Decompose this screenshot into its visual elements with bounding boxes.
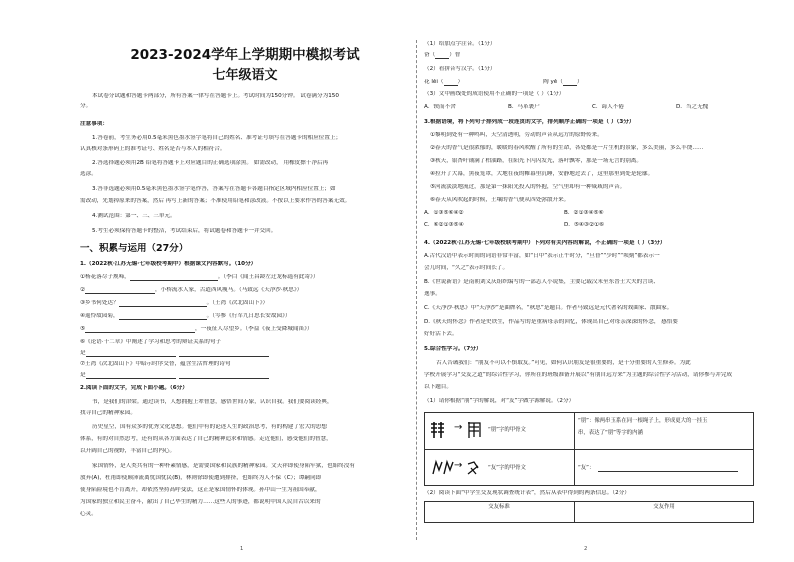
passage-line: 体系，有的对自然思考，还有的从各方面表达了自己的精神追求和情感。走近他们，感受他们的智慧， [80, 436, 332, 442]
poem-line: ④遥怜故园菊， [80, 313, 119, 319]
question-heading: 4.（2022秋·江苏无锡·七年级校联考期中）下列对有关内容的解说，不正确的一项是（ ）（3分） [424, 240, 666, 246]
option-line: 逸事。 [424, 291, 441, 297]
option-b[interactable]: B．马革裹尸 [508, 104, 540, 110]
poem-line: ③乡书何处达？ [80, 300, 119, 306]
answer-blank[interactable] [119, 301, 207, 307]
pinyin-item: ） [457, 79, 464, 85]
poem-line: 是 [80, 350, 86, 356]
question-heading: 1.（2022秋·江苏无锡·七年级校考期中）根据课文内容默写。（10分） [80, 261, 257, 267]
answer-blank[interactable] [435, 53, 449, 59]
right-column [424, 0, 760, 562]
question-heading: 2.阅读下面的文字，完成下面小题。（6分） [80, 385, 188, 391]
sub-question: （2）阅读下面“中学生交友现状调查统计表”，然后从表中得到的两条信息。（2分） [424, 490, 630, 496]
passage-line: 使身陷险境也不肯离开，却依然坚持高呼变法，这正是家国情怀的体现。孙中山一生为祖国奉献， [80, 487, 321, 493]
table-cell: “朋”：像两串玉系在同一根绳子上，形成更大的一挂玉 [578, 418, 708, 424]
answer-blank[interactable] [179, 351, 269, 357]
sentence-item: ②春天的香气是很浓郁的，暖暖的春风吹醒了所有的生命，各处都是一片生机的景象，多么美丽，多么丰饶…… [430, 145, 704, 151]
passage-line: 放弃(A)，杜甫即使颠沛流离忧国忧民(B)，林则徐即使遭到排挤，也始终为人不保（C）；谭嗣同即 [80, 475, 322, 481]
sentence-item: ①黎明到处有一种鸣叫，天空清透明，劳动的声音从远方的原野传来。 [430, 132, 603, 138]
table-divider [574, 412, 575, 486]
answer-blank[interactable] [86, 373, 176, 379]
passage-line: 家国情怀，是人类共有的一种朴素情感，是需要国家和民族的精神家园。文天祥即使身陷牢狱，也始终没有 [92, 463, 355, 469]
pinyin-item: 奋（ [424, 52, 436, 58]
question-heading: 3.根据语境，将下列句子排列成一段连贯的文字，排列顺序正确的一项是（ ）（3分） [424, 119, 635, 125]
poem-line: ①杨花落尽子规啼， [80, 274, 130, 280]
answer-blank[interactable] [130, 275, 218, 281]
table-cell: 串，表达了“朋”等字的内涵 [578, 430, 643, 436]
passage-line: 以开阔自己的视野，丰富自己的内心。 [80, 448, 176, 454]
page-number: 1 [240, 546, 244, 552]
notice-item: 4.测试范围：第一、三、三单元。 [92, 213, 176, 219]
poem-line: 是 [80, 372, 86, 378]
oracle-you-icon [430, 458, 456, 481]
option-line[interactable]: D.《秋天的怀念》作者是史铁生，作品写的是重病母亲的回忆，体现出自己对母亲深深的怀念， 感悟要 [424, 319, 678, 325]
option-row [424, 222, 704, 229]
option-a[interactable]: A．锲而不舍 [424, 104, 456, 110]
column-divider [416, 40, 417, 540]
notice-item: 认真核对条形码上的准考证号、姓名是否与本人的相符合。 [80, 146, 226, 152]
answer-blank[interactable] [563, 80, 577, 86]
poem-source: ，一夜征人尽望乡。（李益《夜上受降城闻笛》） [195, 326, 313, 332]
poem-source: ，小桥流水人家，古道西风瘦马。（马致远《天净沙·秋思》） [155, 287, 303, 293]
passage-line: 找寻自己的精神家园。 [80, 410, 136, 416]
notice-item: 5.考生必须保持答题卡的整洁，考试结束后，将试题卷和答题卡一并交回。 [92, 228, 277, 234]
option-c[interactable]: C．⑥②①③⑤④ [424, 222, 464, 228]
question-heading: 5.综合性学习。（7分） [424, 346, 482, 352]
oracle-peng-icon [430, 420, 456, 443]
table-header: 交友标准 [488, 504, 510, 510]
notice-title: 注意事项： [80, 121, 108, 127]
sentence-item: ④拉开了大幕，黑夜笼罩，大地在夜的帷幕里沉睡，安静地过去了，这里那里到处是轮廓。 [430, 171, 654, 177]
passage-line: 学校开展学习“交友之道”的综合性学习，你所在的班级准备开展以“有朋自远方来”为主题的综合性学习活动，请你参与并完成 [424, 372, 733, 378]
table-divider [424, 449, 754, 450]
poem-source: 。（李白《闻王昌龄左迁龙标遥有此寄》） [217, 274, 319, 280]
sentence-item: ⑥春天从风吹起的时候，土壤的香气便从四处弥散开来。 [430, 197, 570, 203]
option-d[interactable]: D．当之无愧 [676, 104, 709, 110]
arrow-icon: → [454, 460, 463, 471]
oracle-you-icon [466, 458, 482, 481]
answer-blank[interactable] [179, 373, 269, 379]
exam-title: 2023-2024学年上学期期中模拟考试 [130, 47, 360, 63]
table-header: 交友作用 [653, 504, 675, 510]
option-d[interactable]: D．⑤④③②①⑥ [564, 222, 604, 228]
answer-blank[interactable] [598, 466, 738, 472]
oracle-peng-icon [466, 420, 482, 443]
arrow-icon: → [454, 422, 463, 433]
poem-source: 。（岑参《行军九日思长安故园》） [206, 313, 291, 319]
answer-blank[interactable] [119, 314, 207, 320]
intro-line: 本试卷分试题和答题卡两部分，所有答案一律写在答题卡上。考试时间为150分钟。 试卷满分为150 [92, 93, 339, 99]
passage-line: 古人告诫我们：“朋友不可以不慎取友。”可见，如何认识朋友是很重要的，是十分重要的人生修养。为此 [436, 360, 691, 366]
sub-question: （1）给加点字注音。（1分） [424, 41, 496, 47]
poem-line: ② [80, 287, 86, 293]
notice-item: 选涂。 [80, 171, 97, 177]
poem-source: 。（王湾《次北固山下》） [206, 300, 269, 306]
answer-blank[interactable] [86, 351, 176, 357]
section-title: 一、积累与运用（27分） [80, 243, 189, 254]
passage-line: 心灵。 [80, 511, 97, 517]
sentence-item: ③秋天，银杏叶铺满了柏油路，在阳光下闪闪发光，落叶飘零，那是一场无言的别离。 [430, 158, 642, 164]
left-column [80, 0, 410, 562]
pinyin-item: 花 lěi（ [424, 79, 444, 85]
table-cell: “友”字的甲骨文 [488, 465, 526, 471]
option-line: 会儿时间，“久之”表示时间长了。 [424, 265, 509, 271]
sub-question: （3）文中画线处的成语使用不正确的一项是（ ）（1分） [424, 91, 565, 97]
passage-line: 书，是我们的津梁。通过读书，人想拥抱上辈智慧，感悟世间万象，认识自我。我们要阅读经典， [92, 399, 333, 405]
option-b[interactable]: B．②①③④⑤⑥ [564, 210, 604, 216]
passage-line: 为国家的独立和民主奋斗，献出了自己毕生的精力……这些人的事迹，都说明中国人民自古以来的 [80, 499, 321, 505]
answer-blank[interactable] [444, 80, 458, 86]
answer-blank[interactable] [85, 327, 195, 333]
option-c[interactable]: C．诲人不倦 [592, 104, 624, 110]
table-cell: “友”： [578, 465, 595, 471]
option-row [424, 104, 760, 111]
pinyin-item: 陶 yě（ [543, 79, 563, 85]
option-line[interactable]: C.《天净沙·秋思》中“天净沙”是曲牌名，“秋思”是题目。作者马致远是元代著名的戏曲家、散曲家。 [424, 305, 673, 311]
exam-subtitle: 七年级语文 [212, 68, 278, 83]
passage-line: 以下题目。 [424, 384, 452, 390]
answer-blank[interactable] [85, 288, 155, 294]
option-line[interactable]: A.古代汉语中表示时间的词语非常丰富，如“日中”表示正午时分，“旦昏”“少时”“顷刻”都表示一 [424, 253, 660, 259]
option-a[interactable]: A．①③⑤⑥④② [424, 210, 464, 216]
notice-item: 2.答选择题必须用2B 铅笔将答题卡上对应题目的正确选项涂黑。 如需改动， 用橡皮擦干净后再 [92, 160, 329, 166]
option-row [424, 210, 704, 217]
passage-line: 历史星空，国有众多的优秀文化思想。他们中有的论述人生的政治思考，有的构建了宏大的思想 [92, 424, 327, 430]
intro-line: 分。 [80, 103, 92, 109]
sentence-item: ⑤河流淡淡地流过，那是第一抹阳光投入的怀抱，空气里却有一种咸咸的声音。 [430, 184, 626, 190]
table-cell: “朋”字的甲骨文 [488, 427, 526, 433]
poem-line: ⑤ [80, 326, 86, 332]
option-line: 好好活下去。 [424, 331, 458, 337]
page-number: 2 [584, 546, 588, 552]
option-line[interactable]: B.《世说新语》是南朝刘义庆组织编写的一部志人小说集，主要记载汉末至东晋士大夫的言谈、 [424, 279, 659, 285]
poem-line: ⑥《论语·十二章》中阐述了学习和思考的辩证关系的句子 [80, 339, 222, 345]
pinyin-item: ） [576, 79, 583, 85]
sub-question: （1）请你根据“朋”字的解说，对“友”字做字源解说。（2分） [424, 398, 575, 404]
pinyin-item: ）智 [449, 52, 461, 58]
notice-item: 3.答非选题必须用0.5毫米黑色墨水签字笔作答，答案写在答题卡各题目指定区域内相应位置上；如 [92, 186, 336, 192]
sub-question: （2）看拼音写汉字。（1分） [424, 66, 496, 72]
poem-line: ⑦王湾《次北固山下》中暗示时序交替，蕴含生活哲理的诗句 [80, 361, 231, 367]
notice-item: 1.答卷前，考生务必用0.5毫米黑色墨水签字笔将自己的姓名、准考证号填写在答题卡的相应位置上； [92, 135, 342, 141]
notice-item: 需改动，先划掉原来的答案，然后 再写上新的答案；不准使用铅笔和涂改液。不按以上要求作答的答案无效。 [80, 198, 351, 204]
